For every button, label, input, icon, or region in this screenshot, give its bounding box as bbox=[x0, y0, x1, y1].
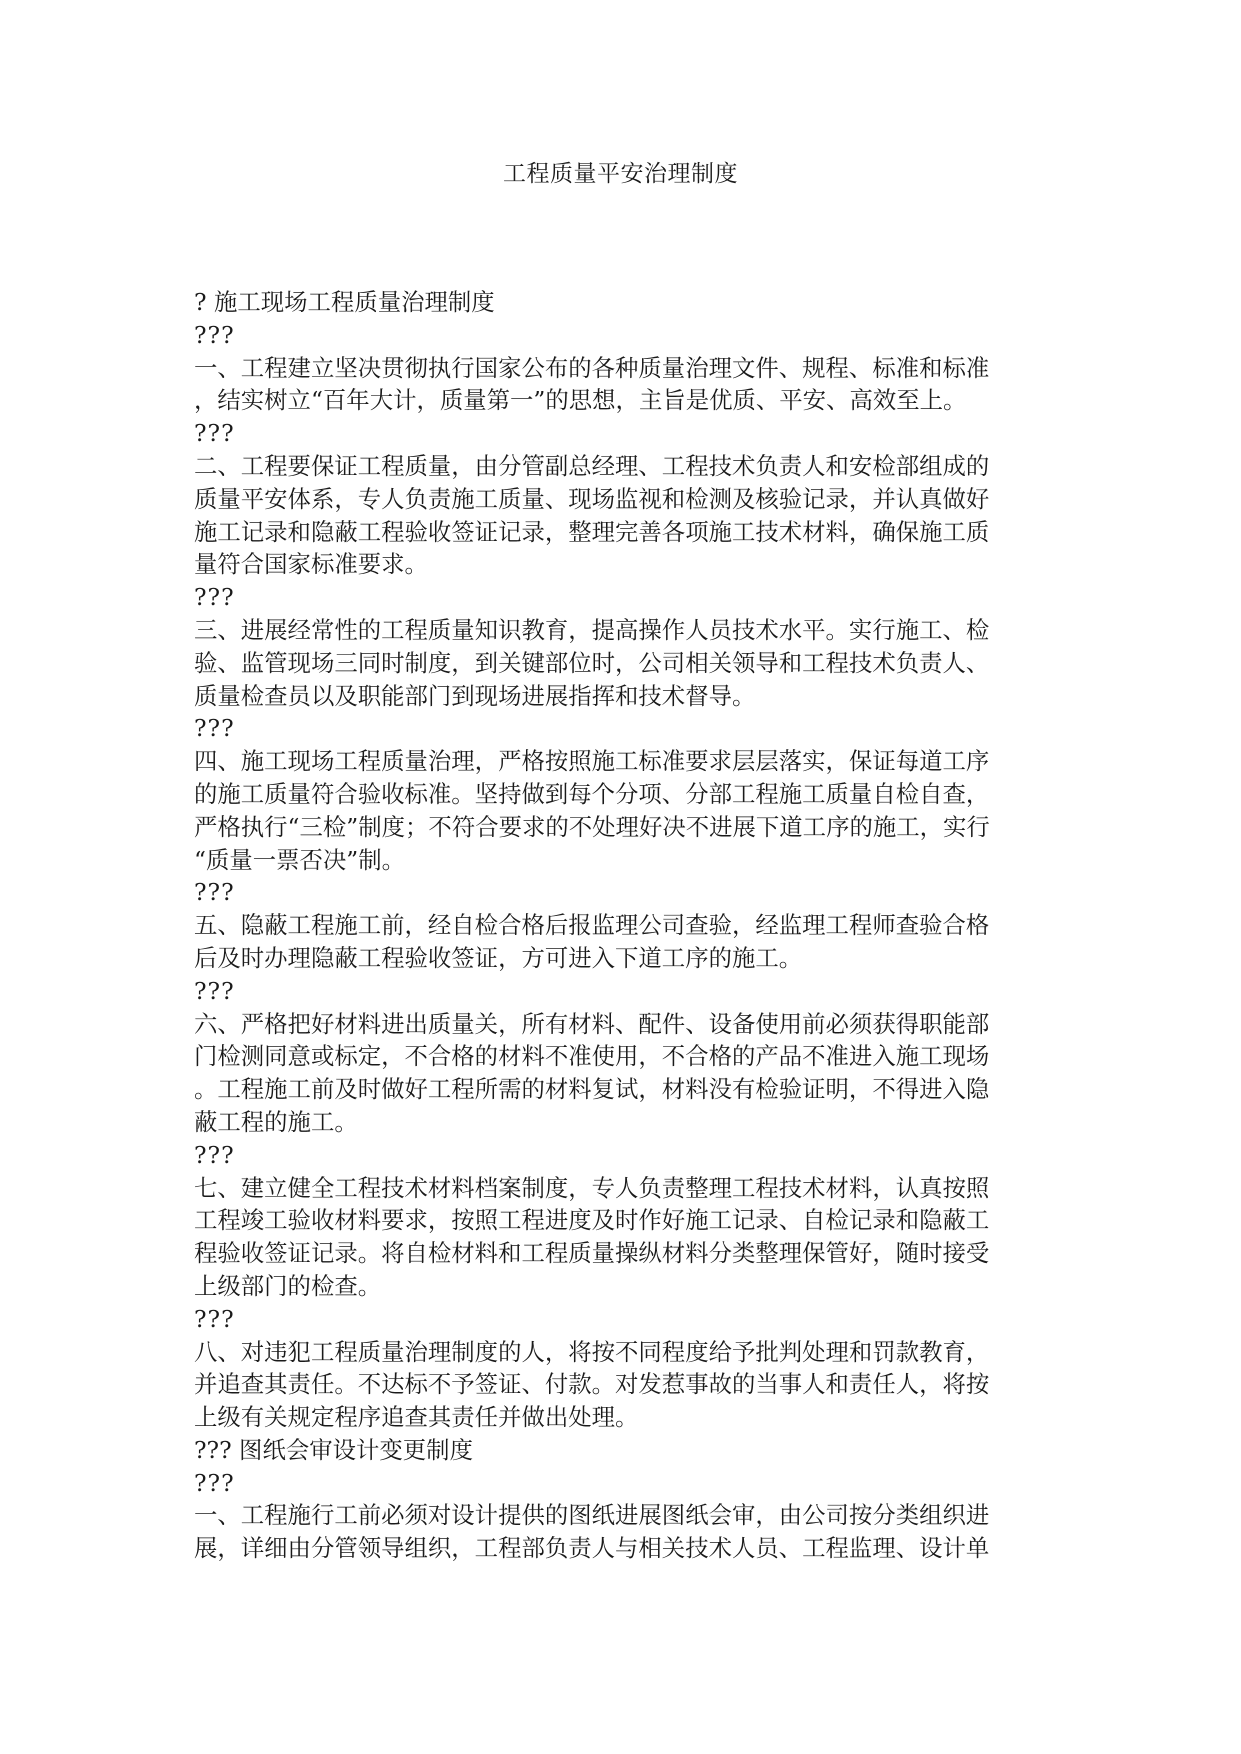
text-line: 并追查其责任。不达标不予签证、付款。对发惹事故的当事人和责任人，将按 bbox=[194, 1370, 990, 1399]
text-line: 上级有关规定程序追查其责任并做出处理。 bbox=[194, 1403, 639, 1432]
section-heading: ??? 图纸会审设计变更制度 bbox=[194, 1435, 473, 1464]
text-line: 的施工质量符合验收标准。坚持做到每个分项、分部工程施工质量自检自查， bbox=[194, 779, 990, 808]
text-line: 二、工程要保证工程质量，由分管副总经理、工程技术负责人和安检部组成的 bbox=[194, 451, 990, 480]
document-title: 工程质量平安治理制度 bbox=[503, 161, 738, 187]
text-line: 上级部门的检查。 bbox=[194, 1271, 382, 1300]
text-line: 一、工程建立坚决贯彻执行国家公布的各种质量治理文件、规程、标准和标准 bbox=[194, 353, 990, 382]
text-line: ，结实树立“百年大计，质量第一”的思想，主旨是优质、平安、高效至上。 bbox=[194, 386, 967, 415]
text-line: 质量检查员以及职能部门到现场进展指挥和技术督导。 bbox=[194, 681, 756, 710]
text-line: 蔽工程的施工。 bbox=[194, 1107, 358, 1136]
text-line: 三、进展经常性的工程质量知识教育，提高操作人员技术水平。实行施工、检 bbox=[194, 615, 990, 644]
document-body bbox=[194, 286, 1047, 1565]
text-line: 五、隐蔽工程施工前，经自检合格后报监理公司查验，经监理工程师查验合格 bbox=[194, 911, 990, 940]
separator-line: ??? bbox=[194, 976, 235, 1005]
text-line: 验、监管现场三同时制度，到关键部位时，公司相关领导和工程技术负责人、 bbox=[194, 648, 990, 677]
text-line: 严格执行“三检”制度；不符合要求的不处理好决不进展下道工序的施工，实行 bbox=[194, 812, 990, 841]
separator-line: ??? bbox=[194, 320, 235, 349]
text-line: 七、建立健全工程技术材料档案制度，专人负责整理工程技术材料，认真按照 bbox=[194, 1173, 990, 1202]
separator-line: ??? bbox=[194, 878, 235, 907]
text-line: ? 施工现场工程质量治理制度 bbox=[194, 288, 495, 316]
text-line: 后及时办理隐蔽工程验收签证，方可进入下道工序的施工。 bbox=[194, 943, 803, 972]
text-line: 施工记录和隐蔽工程验收签证记录，整理完善各项施工技术材料，确保施工质 bbox=[194, 517, 990, 546]
text-line: 。工程施工前及时做好工程所需的材料复试，材料没有检验证明，不得进入隐 bbox=[194, 1075, 990, 1104]
text-line: “质量一票否决”制。 bbox=[194, 845, 406, 874]
text-line: 展，详细由分管领导组织，工程部负责人与相关技术人员、工程监理、设计单 bbox=[194, 1534, 990, 1563]
separator-line: ??? bbox=[194, 714, 235, 743]
separator-line: ??? bbox=[194, 1304, 235, 1333]
text-line: 八、对违犯工程质量治理制度的人，将按不同程度给予批判处理和罚款教育， bbox=[194, 1337, 990, 1366]
text-line: 一、工程施行工前必须对设计提供的图纸进展图纸会审，由公司按分类组织进 bbox=[194, 1501, 990, 1530]
separator-line: ??? bbox=[194, 1140, 235, 1169]
text-line: 四、施工现场工程质量治理，严格按照施工标准要求层层落实，保证每道工序 bbox=[194, 747, 990, 776]
text-line: 工程竣工验收材料要求，按照工程进度及时作好施工记录、自检记录和隐蔽工 bbox=[194, 1206, 990, 1235]
text-line: 程验收签证记录。将自检材料和工程质量操纵材料分类整理保管好，随时接受 bbox=[194, 1239, 990, 1268]
text-line: 量符合国家标准要求。 bbox=[194, 550, 428, 579]
text-line: 门检测同意或标定，不合格的材料不准使用，不合格的产品不准进入施工现场 bbox=[194, 1042, 990, 1071]
separator-line: ??? bbox=[194, 419, 235, 448]
text-line: 质量平安体系，专人负责施工质量、现场监视和检测及核验记录，并认真做好 bbox=[194, 484, 990, 513]
separator-line: ??? bbox=[194, 583, 235, 612]
separator-line: ??? bbox=[194, 1468, 235, 1497]
text-line: 六、严格把好材料进出质量关，所有材料、配件、设备使用前必须获得职能部 bbox=[194, 1009, 990, 1038]
